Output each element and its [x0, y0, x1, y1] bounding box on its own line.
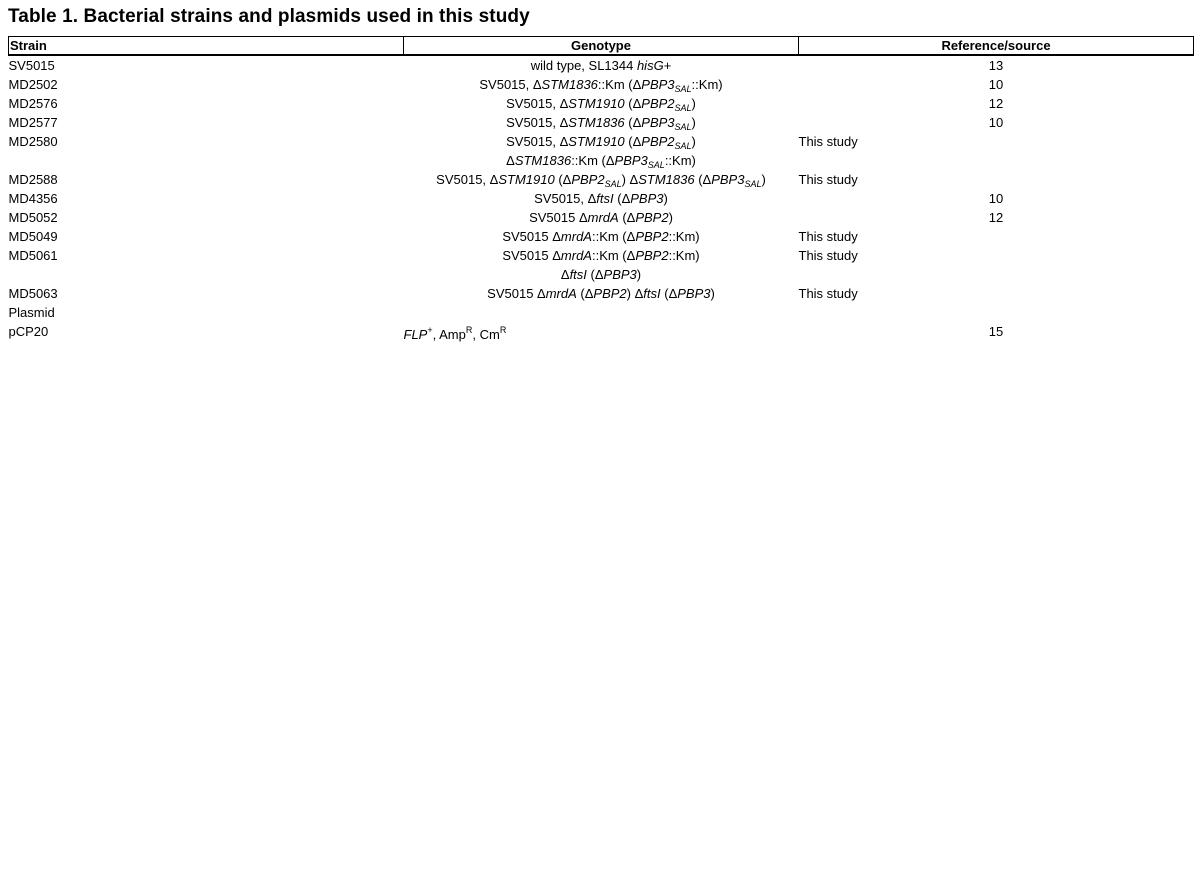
genotype-cell — [404, 322, 799, 344]
genotype-line: ΔftsI (ΔPBP3) — [560, 267, 642, 282]
genotype-cell — [404, 246, 799, 284]
genotype-line: FLP+, Amp$^R$, $Cm^R$ — [403, 325, 507, 342]
reference-cell: This study — [798, 248, 858, 263]
reference-cell: 12 — [988, 96, 1004, 111]
genotype-cell — [404, 113, 799, 132]
table-row — [9, 75, 1194, 94]
genotype-line: wild type, SL1344 hisG+ — [530, 58, 672, 73]
table-row — [9, 113, 1194, 132]
genotype-line: SV5015, ΔSTM1910 $(\Delta PBP2_{SAL})$ ΔSTM1836 $(\Delta PBP3_{SAL})$ — [436, 172, 766, 189]
strain-cell: SV5015 — [8, 58, 55, 73]
table-row — [9, 94, 1194, 113]
table-row — [9, 246, 1194, 284]
genotype-line: SV5015, ΔSTM1910 $(\Delta PBP2_{SAL})$ — [506, 96, 696, 113]
genotype-cell — [404, 189, 799, 208]
reference-cell: 10 — [988, 77, 1004, 92]
genotype-cell — [404, 55, 799, 75]
genotype-cell — [404, 303, 799, 322]
reference-cell: This study — [798, 134, 858, 149]
reference-cell: This study — [798, 229, 858, 244]
genotype-cell — [404, 94, 799, 113]
table-row — [9, 132, 1194, 170]
table-title: Table 1. Bacterial strains and plasmids used in this study — [8, 6, 530, 27]
genotype-line: SV5015, ΔSTM1836::Km $(\Delta PBP3_{SAL}::Km)$ — [479, 77, 723, 94]
strain-cell: MD5049 — [8, 229, 58, 244]
reference-cell: This study — [798, 286, 858, 301]
table-header-row — [9, 37, 1194, 56]
table-row — [9, 55, 1194, 75]
reference-cell — [799, 303, 1194, 322]
genotype-cell — [404, 75, 799, 94]
genotype-line: SV5015 ΔmrdA (ΔPBP2) — [529, 210, 673, 225]
genotype-line: SV5015 ΔmrdA::Km (ΔPBP2::Km) — [502, 229, 700, 244]
table-row — [9, 189, 1194, 208]
column-header-genotype: Genotype — [404, 37, 799, 56]
section-row-plasmid — [9, 303, 1194, 322]
genotype-line: SV5015 ΔmrdA (ΔPBP2) ΔftsI (ΔPBP3) — [487, 286, 715, 301]
strain-cell: MD5052 — [8, 210, 58, 225]
reference-cell: 15 — [988, 324, 1004, 339]
genotype-cell — [404, 170, 799, 189]
strain-cell: MD5063 — [8, 286, 58, 301]
table-row — [9, 170, 1194, 189]
genotype-line: SV5015, ΔSTM1836 $(\Delta PBP3_{SAL})$ — [506, 115, 696, 132]
table-row — [9, 322, 1194, 344]
table-row — [9, 284, 1194, 303]
table-row — [9, 227, 1194, 246]
reference-cell: 10 — [988, 115, 1004, 130]
genotype-cell — [404, 227, 799, 246]
strain-cell: pCP20 — [8, 324, 49, 339]
genotype-cell — [404, 284, 799, 303]
table-row — [9, 208, 1194, 227]
section-label: Plasmid — [8, 305, 55, 320]
strain-cell: MD2580 — [8, 134, 58, 149]
column-header-strain: Strain — [9, 37, 404, 56]
reference-cell: 12 — [988, 210, 1004, 225]
genotype-line: ΔSTM1836::Km $(\Delta PBP3_{SAL}::Km)$ — [506, 153, 696, 170]
genotype-cell — [404, 132, 799, 170]
genotype-cell — [404, 208, 799, 227]
reference-cell: 10 — [988, 191, 1004, 206]
strain-cell: MD2588 — [8, 172, 58, 187]
column-header-reference: Reference/source — [799, 37, 1194, 56]
strain-cell: MD4356 — [8, 191, 58, 206]
strains-table — [8, 36, 1194, 344]
strain-cell: MD5061 — [8, 248, 58, 263]
genotype-line: SV5015, ΔSTM1910 $(\Delta PBP2_{SAL})$ — [506, 134, 696, 151]
reference-cell: This study — [798, 172, 858, 187]
strain-cell: MD2576 — [8, 96, 58, 111]
strain-cell: MD2577 — [8, 115, 58, 130]
genotype-line: SV5015, ΔftsI (ΔPBP3) — [534, 191, 668, 206]
genotype-line: SV5015 ΔmrdA::Km (ΔPBP2::Km) — [502, 248, 700, 263]
strain-cell: MD2502 — [8, 77, 58, 92]
reference-cell: 13 — [988, 58, 1004, 73]
